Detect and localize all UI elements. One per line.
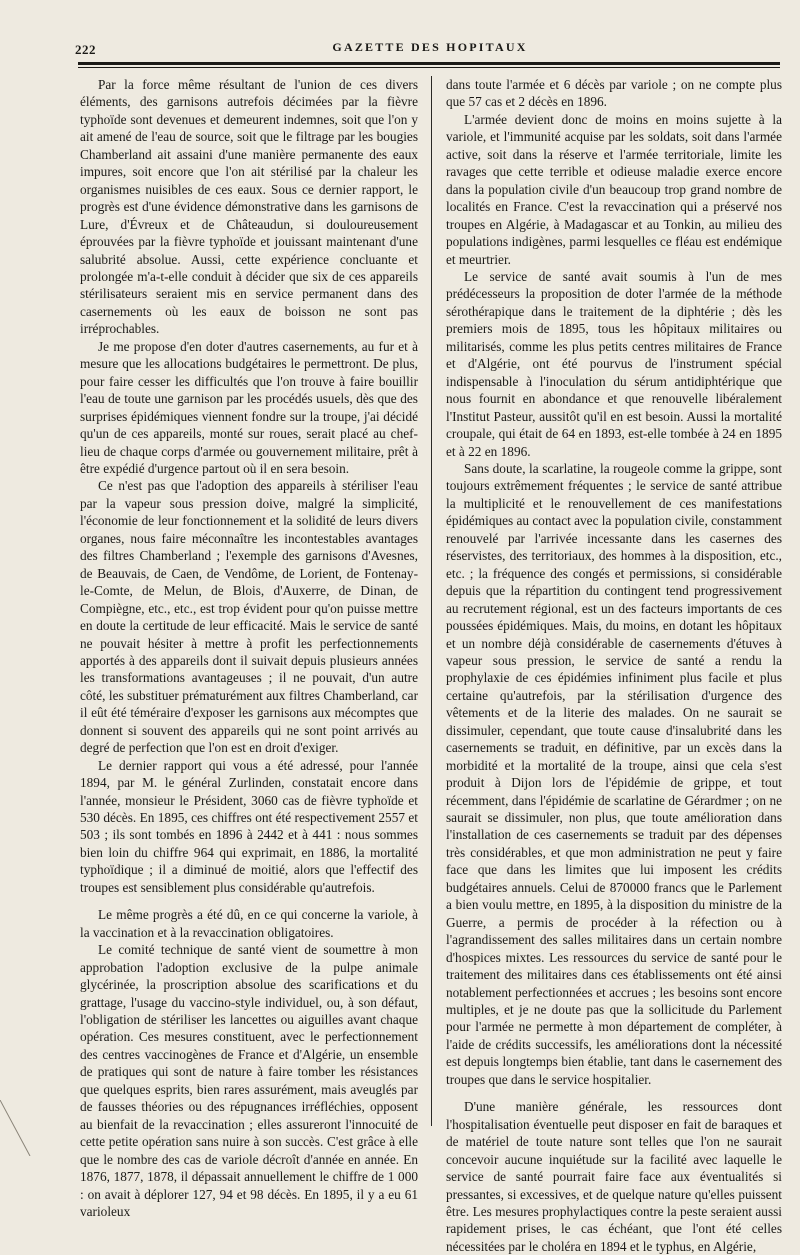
- left-column: [80, 76, 418, 1220]
- paragraph: Le dernier rapport qui vous a été adressé, pour l'année 1894, par M. le général Zurlinden, constatait encore dans l'année, monsieur le Président, 3060 cas de fièvre typhoïde et 530 décès. En 1895, ces chiffres ont été respectivement 2557 et 503 ; ils sont tombés en 1896 à 2442 et à 441 : nous sommes bien loin du chiffre 964 qui exprimait, en 1886, la mortalité typhoïdique ; il a diminué de moitié, alors que l'effectif des troupes est sensiblement plus considérable qu'autrefois.: [80, 757, 418, 895]
- page-fold-mark: [0, 1100, 60, 1156]
- paragraph: dans toute l'armée et 6 décès par variole ; on ne compte plus que 57 cas et 2 décès en 1896.: [446, 77, 782, 110]
- journal-title: GAZETTE DES HOPITAUX: [332, 40, 528, 54]
- paragraph: Le service de santé avait soumis à l'un de mes prédécesseurs la proposition de doter l'armée de la méthode sérothérapique dans le traitement de la diphtérie ; dès les premiers mois de 1895, tous les hôpitaux militaires ou militarisés, comme les plus petits centres militaires de France et d'Algérie, ont été pourvus de l'instrument spécial indispensable à l'inoculation du sérum antidiphtérique que nous fournit en abondance et que renouvelle libéralement l'Institut Pasteur, aussitôt qu'il en est besoin. Aussi la mortalité croupale, qui était de 64 en 1893, est-elle tombée à 24 en 1895 et à 22 en 1896.: [446, 268, 782, 459]
- paragraph: Le même progrès a été dû, en ce qui concerne la variole, à la vaccination et à la revaccination obligatoires.: [80, 907, 418, 940]
- page-header: [75, 36, 785, 58]
- paragraph: Sans doute, la scarlatine, la rougeole comme la grippe, sont toujours extrêmement fréquentes ; le service de santé attribue la multiplicité et le renouvellement de ces manifestations épidémiques au contact avec la population civile, constamment renouvelé par l'arrivée incessante dans les casernes des réservistes, des territoriaux, des hommes à la disposition, etc., etc. ; la fréquence des congés et permissions, si considérable depuis que la répartition du contingent tend progressivement au recrutement régional, est un des facteurs importants de ces poussées épidémiques. Mais, du moins, en dotant les hôpitaux et un nombre déjà considérable de casernements d'étuves à vapeur sous pression, le service de santé a rendu la prophylaxie de ces épidémies infiniment plus facile et plus certaine qu'autrefois, par la stérilisation d'urgence des vêtements et de la literie des malades. On ne saurait se dissimuler, cependant, que toute cause d'insalubrité dans les casernements se traduit, en définitive, par un excès dans la morbidité et la mortalité de la troupe, ainsi que cela s'est produit à Dijon lors de l'épidémie de grippe, et tout récemment, dans l'épidémie de scarlatine de Gérardmer ; on ne saurait se dissimuler, non plus, que toute amélioration dans l'installation de ces casernements se traduit par des dépenses très considérables, et que mon administration ne peut y faire face que dans les limites que lui imposent les crédits budgétaires annuels. Celui de 870000 francs que le Parlement a bien voulu mettre, en 1895, à la disposition du ministre de la Guerre, a permis de procéder à la réfection ou à l'agrandissement des salles militaires dans un certain nombre d'hospices mixtes. Les ressources du service de santé pour le traitement des militaires dans ces établissements ont été ainsi notablement perfectionnées et accrues ; les besoins sont encore multiples, et je ne doute pas que la sollicitude du Parlement pour l'armée ne permette à mon département de compléter, à l'aide de crédits successifs, les améliorations dont la nécessité est depuis longtemps bien établie, tant dans le casernement des troupes que dans le service hospitalier.: [446, 460, 782, 1087]
- right-column: [446, 76, 782, 1255]
- column-divider: [431, 76, 432, 1126]
- paragraph: Je me propose d'en doter d'autres casernements, au fur et à mesure que les allocations budgétaires le permettront. De plus, pour faire cesser les difficultés que l'on trouve à faire bouillir l'eau de toute une garnison par les procédés usuels, dès que des surprises épidémiques viennent fondre sur la troupe, j'ai décidé qu'un de ces appareils, monté sur roues, serait placé au chef-lieu de chaque corps d'armée ou gouvernement militaire, prêt à être expédié d'urgence partout où il en sera besoin.: [80, 338, 418, 476]
- header-rule-thin: [78, 67, 780, 68]
- page-number: 222: [75, 42, 96, 57]
- paragraph: L'armée devient donc de moins en moins sujette à la variole, et l'immunité acquise par les soldats, soit dans l'armée active, soit dans la réserve et l'armée territoriale, limite les ravages que cette terrible et odieuse maladie exerce encore dans la population civile d'un beaucoup trop grand nombre de localités en France. C'est la revaccination qui a préservé nos troupes en Algérie, à Madagascar et au Tonkin, au milieu des populations indigènes, parmi lesquelles ce fléau est endémique et meurtrier.: [446, 111, 782, 267]
- header-rule-thick: [78, 62, 780, 65]
- paragraph: Ce n'est pas que l'adoption des appareils à stériliser l'eau par la vapeur sous pression doive, malgré la simplicité, l'économie de leur fonctionnement et la solidité de leurs divers organes, nous faire méconnaître les incontestables avantages des filtres Chamberland ; l'exemple des garnisons d'Avesnes, de Beauvais, de Caen, de Vendôme, de Lorient, de Fontenay-le-Comte, de Melun, de Blois, d'Auxerre, de Dinan, de Compiègne, etc., etc., est trop évident pour qu'on puisse mettre en doute la certitude de leur efficacité. Mais le service de santé ne pouvait hésiter à mettre à profit les perfectionnements apportés à des appareils dont il suivait depuis plusieurs années les transformations avantageuses ; il ne pouvait, d'un autre côté, les substituer prématurément aux filtres Chamberland, car il eût été téméraire d'exposer les garnisons aux mécomptes que donnent si souvent des appareils qui ne sont point arrivés au degré de perfection que l'on est en droit d'exiger.: [80, 478, 418, 756]
- paragraph: Le comité technique de santé vient de soumettre à mon approbation l'adoption exclusive de la pulpe animale glycérinée, la proscription absolue des scarifications et du grattage, l'usage du vaccino-style individuel, ou, à son défaut, l'obligation de stériliser les lancettes ou aiguilles avant chaque opération. Ces mesures constituent, avec le perfectionnement des centres vaccinogènes de France et d'Algérie, un ensemble de pratiques qui sont de nature à faire tomber les résistances que quelques esprits, bien rares assurément, mais aveuglés par de fausses théories ou des répugnances irréfléchies, opposent au bienfait de la revaccination ; elles assureront l'innocuité de cette petite opération sans nuire à son succès. C'est grâce à elle que le nombre des cas de variole décroît d'année en année. En 1876, 1877, 1878, il dépassait annuellement le chiffre de 1 000 : on avait à déplorer 127, 94 et 98 décès. En 1895, il y a eu 61 varioleux: [80, 942, 418, 1219]
- paragraph: D'une manière générale, les ressources dont l'hospitalisation éventuelle peut disposer en fait de baraques et de matériel de toute nature sont telles que l'on ne saurait concevoir aucune inquiétude sur la facilité avec laquelle le service de santé pourrait faire face aux éventualités si pressantes, si excessives, et de quelque nature qu'elles puissent être. Les mesures prophylactiques contre la peste seraient aussi rapidement prises, le cas échéant, que l'ont été celles nécessitées par le choléra en 1894 et le typhus, en Algérie,: [446, 1099, 782, 1254]
- paragraph: Par la force même résultant de l'union de ces divers éléments, des garnisons autrefois décimées par la fièvre typhoïde sont devenues et demeurent indemnes, soit que l'on y ait amené de l'eau de source, soit que le filtrage par les bougies Chamberland ait assaini d'une manière permanente des eaux impures, soit encore que l'on ait stérilisé par la chaleur les organismes nuisibles de ces eaux. Sous ce dernier rapport, le progrès est d'une évidence démonstrative dans les garnisons de Lure, d'Évreux et de Châteaudun, si douloureusement éprouvées par la fièvre typhoïde et jouissant maintenant d'une salubrité absolue. Aussi, cette expérience concluante et prolongée m'a-t-elle conduit à décider que six de ces appareils stérilisateurs seraient mis en service permanent dans des casernements où les eaux de boisson ne sont pas irréprochables.: [80, 77, 418, 337]
